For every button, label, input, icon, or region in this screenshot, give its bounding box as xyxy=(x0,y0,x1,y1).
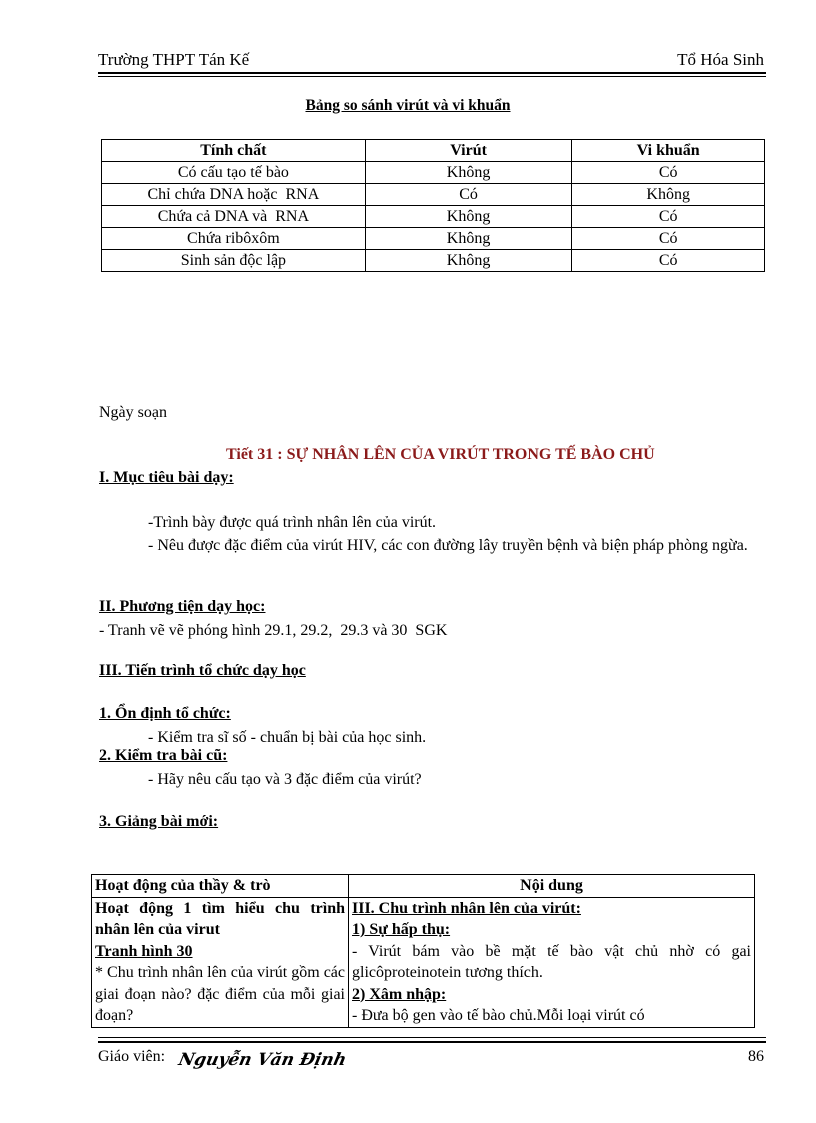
footer-rule-thin xyxy=(98,1037,766,1038)
table-cell: Chỉ chứa DNA hoặc RNA xyxy=(102,184,366,206)
activity-table xyxy=(91,874,755,1028)
column-header: Hoạt động của thầy & trò xyxy=(92,875,349,898)
activity-title: Hoạt động 1 tìm hiểu chu trình nhân lên của virut xyxy=(95,899,345,938)
column-header: Vi khuẩn xyxy=(572,140,765,162)
page-number: 86 xyxy=(748,1048,764,1065)
table-cell: Có xyxy=(572,228,765,250)
school-name: Trường THPT Tán Kế xyxy=(98,50,250,69)
section-heading-process: III. Tiến trình tổ chức dạy học xyxy=(99,662,306,679)
column-header: Tính chất xyxy=(102,140,366,162)
table-cell: Không xyxy=(365,206,572,228)
section-heading-materials: II. Phương tiện dạy học: xyxy=(99,598,266,615)
teacher-signature-text: Nguyễn Văn Định xyxy=(176,1050,349,1070)
content-subheading: 1) Sự hấp thụ: xyxy=(352,921,451,938)
materials-item: - Tranh vẽ vẽ phóng hình 29.1, 29.2, 29.3 và 30 SGK xyxy=(99,622,448,639)
activity-teacher-cell xyxy=(92,897,349,1027)
content-heading: III. Chu trình nhân lên của virút: xyxy=(352,899,581,917)
objective-item: - Nêu được đặc điểm của virút HIV, các con đường lây truyền bệnh và biện pháp phòng ngừa. xyxy=(148,537,748,554)
table-cell: Không xyxy=(365,228,572,250)
step-heading-review: 2. Kiểm tra bài cũ: xyxy=(99,747,228,764)
lesson-title: Tiết 31 : SỰ NHÂN LÊN CỦA VIRÚT TRONG TẾ BÀO CHỦ xyxy=(226,446,655,463)
teacher-label: Giáo viên: xyxy=(98,1048,166,1065)
table-cell: Có xyxy=(365,184,572,206)
comparison-table xyxy=(101,139,765,272)
step-heading-organize: 1. Ổn định tổ chức: xyxy=(99,705,231,722)
header-rule-thin xyxy=(98,76,766,77)
table-header-row xyxy=(102,140,765,162)
table-cell: Sinh sản độc lập xyxy=(102,250,366,272)
table-cell: Có xyxy=(572,250,765,272)
activity-question: * Chu trình nhân lên của virút gồm các giai đoạn nào? đặc điểm của mỗi giai đoạn? xyxy=(95,964,345,1024)
table-cell: Chứa cả DNA và RNA xyxy=(102,206,366,228)
content-subheading: 2) Xâm nhập: xyxy=(352,985,447,1003)
table-cell: Không xyxy=(365,250,572,272)
table-cell: Có xyxy=(572,162,765,184)
content-text: - Đưa bộ gen vào tế bào chủ.Mỗi loại virút có xyxy=(352,1007,645,1024)
column-header: Nội dung xyxy=(349,875,755,898)
table-row xyxy=(102,162,765,184)
comparison-title: Bảng so sánh virút và vi khuẩn xyxy=(305,97,511,114)
table-row xyxy=(102,228,765,250)
date-label: Ngày soạn xyxy=(99,404,167,421)
page-header xyxy=(98,50,766,72)
objective-item: -Trình bày được quá trình nhân lên của virút. xyxy=(148,514,437,531)
step-item: - Hãy nêu cấu tạo và 3 đặc điểm của virút? xyxy=(148,771,422,788)
table-row xyxy=(102,250,765,272)
activity-picture: Tranh hình 30 xyxy=(95,942,193,960)
activity-content-cell xyxy=(349,897,755,1027)
step-item: - Kiểm tra sĩ số - chuẩn bị bài của học sinh. xyxy=(148,729,427,746)
table-header-row xyxy=(92,875,755,898)
table-cell: Có xyxy=(572,206,765,228)
content-text: - Virút bám vào bề mặt tế bào vật chủ nhờ có gai glicôproteinotein tương thích. xyxy=(352,942,751,981)
table-cell: Không xyxy=(365,162,572,184)
table-row xyxy=(102,184,765,206)
table-cell: Có cấu tạo tế bào xyxy=(102,162,366,184)
section-heading-objectives: I. Mục tiêu bài dạy: xyxy=(99,469,234,486)
teacher-signature xyxy=(176,1040,349,1081)
column-header: Virút xyxy=(365,140,572,162)
table-row xyxy=(102,206,765,228)
header-rule-thick xyxy=(98,72,766,74)
step-heading-new-lesson: 3. Giảng bài mới: xyxy=(99,813,219,830)
table-cell: Không xyxy=(572,184,765,206)
table-row xyxy=(92,897,755,1027)
department-name: Tổ Hóa Sinh xyxy=(677,50,764,69)
table-cell: Chứa ribôxôm xyxy=(102,228,366,250)
